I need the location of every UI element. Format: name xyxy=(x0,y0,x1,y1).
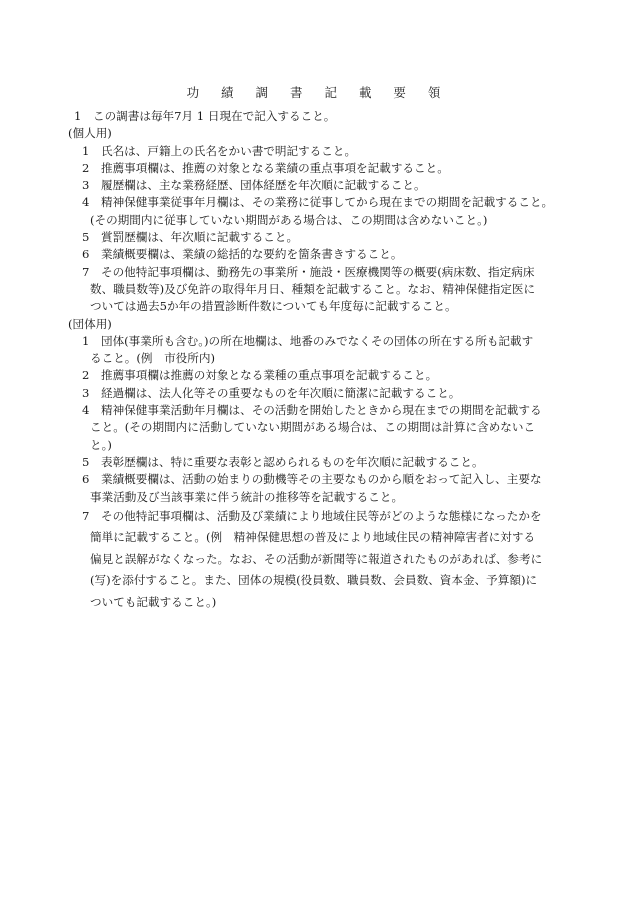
group-item-line: こと。(その期間内に活動していない期間がある場合は、この期間は計算に含めないこ xyxy=(90,420,536,435)
document-title: 功 績 調 書 記 載 要 領 xyxy=(186,85,450,100)
group-item-7-line: 簡単に記載すること。(例 精神保健思想の普及により地域住民の精神障害者に対する xyxy=(90,530,536,545)
group-item-7-line: 偏見と誤解がなくなった。なお、その活動が新聞等に報道されたものがあれば、参考に xyxy=(90,551,543,566)
group-item-line: 2 推薦事項欄は推薦の対象となる業種の重点事項を記載すること。 xyxy=(82,368,438,383)
individual-item-line: 4 精神保健事業従事年月欄は、その業務に従事してから現在までの期間を記載すること。 xyxy=(82,195,554,210)
group-item-7 xyxy=(74,506,554,614)
group-item-7-line: ついても記載すること。) xyxy=(90,594,217,609)
group-item-line: 事業活動及び当該事業に伴う統計の推移等を記載すること。 xyxy=(90,489,404,504)
group-item-line: 5 表彰歴欄は、特に重要な表彰と認められるものを年次順に記載すること。 xyxy=(82,454,484,469)
group-item-line: 6 業績概要欄は、活動の始まりの動機等その主要なものから順をおって記入し、主要な xyxy=(82,472,542,487)
group-list xyxy=(74,333,554,506)
individual-item-line: 5 賞罰歴欄は、年次順に記載すること。 xyxy=(82,230,299,245)
individual-item-line: 6 業績概要欄は、業績の総括的な要約を箇条書きすること。 xyxy=(82,247,403,262)
group-item-line: と。) xyxy=(90,437,112,452)
individual-item-line: 1 氏名は、戸籍上の氏名をかい書で明記すること。 xyxy=(82,143,357,158)
individual-item-line: 数、職員数等)及び免許の取得年月日、種類を記載すること。なお、精神保健指定医に xyxy=(90,281,536,296)
individual-item-line: 3 履歴欄は、主な業務経歴、団体経歴を年次順に記載すること。 xyxy=(82,178,426,193)
individual-item-line: (その期間内に従事していない期間がある場合は、この期間は含めないこと。) xyxy=(90,212,488,227)
group-heading: (団体用) xyxy=(68,316,112,331)
general-note: 1 この調書は毎年7月 1 日現在で記入すること。 xyxy=(74,109,336,123)
group-item-7-line: (写)を添付すること。また、団体の規模(役員数、職員数、会員数、資本金、予算額)に xyxy=(90,573,538,588)
individual-heading: (個人用) xyxy=(68,126,112,141)
individual-item-line: ついては過去5か年の措置診断件数についても年度毎に記載すること。 xyxy=(90,299,457,314)
group-item-line: ること。(例 市役所内) xyxy=(90,351,215,366)
individual-list xyxy=(74,143,554,316)
individual-item-line: 2 推薦事項欄は、推薦の対象となる業績の重点事項を記載すること。 xyxy=(82,160,449,175)
group-item-7-line: 7 その他特記事項欄は、活動及び業績により地域住民等がどのような態様になったかを xyxy=(82,508,542,523)
group-item-line: 1 団体(事業所も含む。)の所在地欄は、地番のみでなくその団体の所在する所も記載す xyxy=(82,333,534,348)
individual-item-line: 7 その他特記事項欄は、勤務先の事業所・施設・医療機関等の概要(病床数、指定病床 xyxy=(82,264,535,279)
document-body xyxy=(68,108,554,613)
group-item-line: 3 経過欄は、法人化等その重要なものを年次順に簡潔に記載すること。 xyxy=(82,385,461,400)
group-item-line: 4 精神保健事業活動年月欄は、その活動を開始したときから現在までの期間を記載する xyxy=(82,403,542,418)
